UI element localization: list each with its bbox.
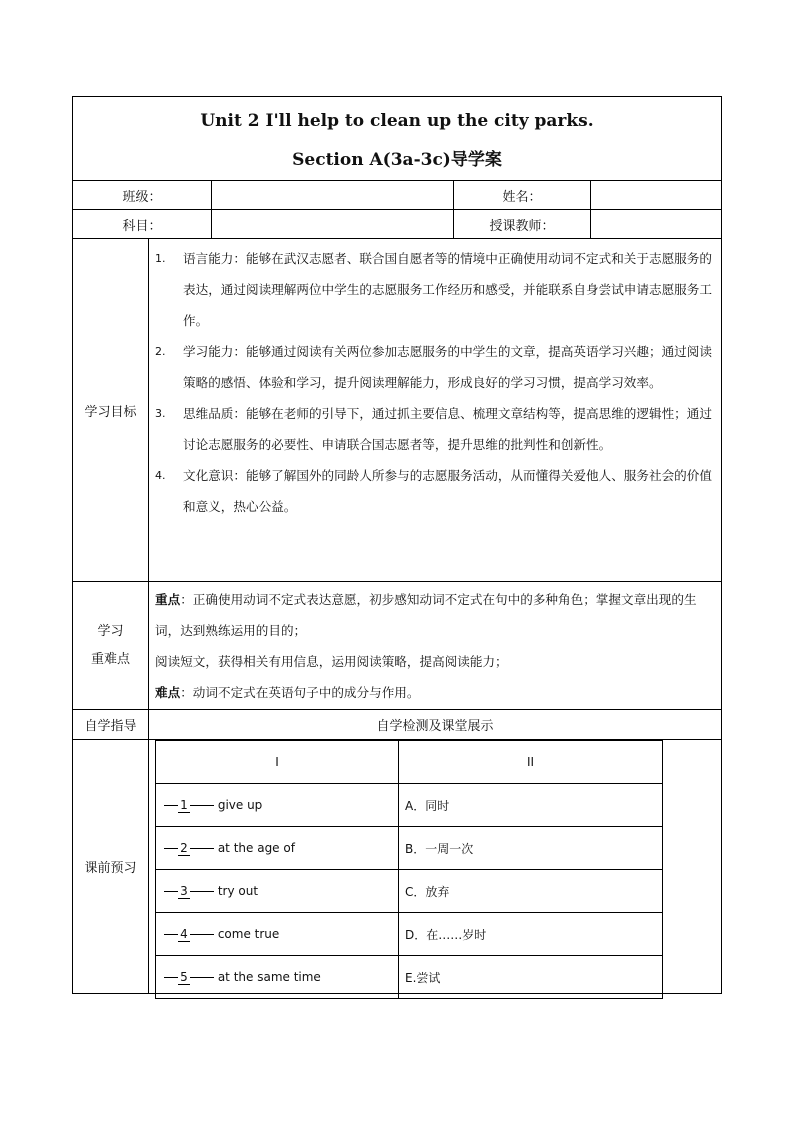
keypoints-label: 学习 重难点: [73, 582, 149, 709]
info-row-2: [73, 210, 721, 239]
matching-row: 4 come true D．在……岁时: [156, 913, 662, 956]
answer-blank[interactable]: 2: [178, 841, 190, 856]
goal-item: 1. 语言能力：能够在武汉志愿者、联合国自愿者等的情境中正确使用动词不定式和关于志愿服务的表达，通过阅读理解两位中学生的志愿服务工作经历和感受，并能联系自身尝试申请志愿服务工作。: [155, 251, 712, 328]
matching-row: 5 at the same time E.尝试: [156, 956, 662, 998]
goals-content: [149, 239, 721, 581]
goals-row: [73, 239, 721, 582]
answer-blank[interactable]: 1: [178, 798, 190, 813]
preview-label: 课前预习: [73, 740, 149, 993]
matching-row: 2 at the age of B．一周一次: [156, 827, 662, 870]
keypoints-content: [149, 582, 721, 709]
guide-row: [73, 710, 721, 740]
goal-item: 3. 思维品质：能够在老师的引导下，通过抓主要信息、梳理文章结构等，提高思维的逻辑性；通过讨论志愿服务的必要性、申请联合国志愿者等，提升思维的批判性和创新性。: [155, 406, 712, 452]
answer-blank[interactable]: 4: [178, 927, 190, 942]
name-field[interactable]: [591, 181, 721, 209]
worksheet-table: [72, 96, 722, 994]
class-label: 班级：: [73, 181, 212, 209]
difficult-point: 难点：动词不定式在英语句子中的成分与作用。: [155, 685, 420, 700]
subject-label: 科目：: [73, 210, 212, 238]
column-ii-header: II: [526, 755, 535, 769]
keypoints-row: [73, 582, 721, 710]
goals-label: 学习目标: [73, 239, 149, 581]
answer-blank[interactable]: 5: [178, 970, 190, 985]
column-i-header: I: [156, 741, 399, 783]
matching-row: 1 give up A．同时: [156, 784, 662, 827]
guide-label: 自学指导: [73, 710, 149, 739]
goal-item: 2. 学习能力：能够通过阅读有关两位参加志愿服务的中学生的文章，提高英语学习兴趣；通过阅读策略的感悟、体验和学习，提升阅读理解能力，形成良好的学习习惯，提高学习效率。: [155, 344, 712, 390]
preview-row: [73, 740, 721, 993]
answer-blank[interactable]: 3: [178, 884, 190, 899]
teacher-label: 授课教师：: [454, 210, 591, 238]
name-label: 姓名：: [454, 181, 591, 209]
matching-row: 3 try out C．放弃: [156, 870, 662, 913]
section-title: Section A(3a-3c)导学案: [292, 150, 502, 170]
info-row-1: [73, 181, 721, 210]
goal-item: 4. 文化意识：能够了解国外的同龄人所参与的志愿服务活动，从而懂得关爱他人、服务社会的价值和意义，热心公益。: [155, 468, 712, 514]
matching-table: [155, 740, 663, 999]
unit-title: Unit 2 I'll help to clean up the city parks.: [200, 111, 594, 131]
key-point-2: 阅读短文，获得相关有用信息，运用阅读策略，提高阅读能力；: [155, 654, 508, 669]
matching-header: [156, 741, 662, 784]
class-field[interactable]: [212, 181, 454, 209]
key-point: 重点：正确使用动词不定式表达意愿，初步感知动词不定式在句中的多种角色；掌握文章出现的生词，达到熟练运用的目的；: [155, 592, 697, 638]
guide-content: 自学检测及课堂展示: [376, 719, 494, 734]
preview-content: [149, 740, 721, 993]
subject-field[interactable]: [212, 210, 454, 238]
title-block: [73, 97, 721, 181]
teacher-field[interactable]: [591, 210, 721, 238]
